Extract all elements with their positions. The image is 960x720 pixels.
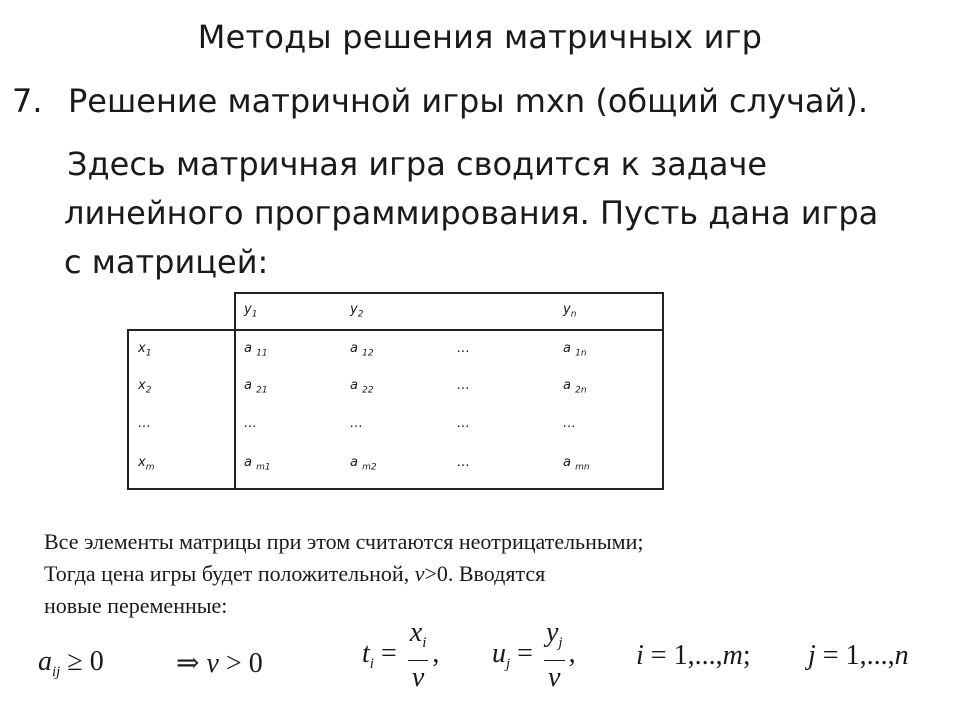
paragraph-line-3: с матрицей:: [64, 243, 269, 281]
cell-r3-c3: …: [457, 416, 470, 431]
row-label-x2: $x_2$: [138, 378, 152, 396]
cell-a22: a $_{22}$: [350, 378, 374, 396]
matrix-divider-horizontal: [127, 329, 662, 331]
col-header-yn: $y_n$: [563, 302, 577, 320]
formula-t-definition: $t_i$ = $\frac{x_i}{v}$ ,: [362, 617, 440, 693]
note-paragraph: [44, 526, 944, 622]
note-line-3: новые переменные:: [44, 593, 228, 618]
cell-r1-dots: …: [457, 341, 470, 356]
col-header-y2: $y_2$: [350, 302, 364, 320]
item-number: 7.: [12, 82, 43, 120]
formula-j-range: j = 1,...,n: [808, 640, 909, 671]
cell-a12: a $_{12}$: [350, 341, 374, 359]
cell-a21: a $_{21}$: [244, 378, 268, 396]
row-label-x1: $x_1$: [138, 341, 152, 359]
list-item-7: [12, 82, 868, 120]
item-text: Решение матричной игры mxn (общий случай).: [68, 82, 868, 120]
note-line-2: Тогда цена игры будет положительной, v>0. Вводятся: [44, 561, 546, 586]
cell-r3-c4: …: [563, 416, 576, 431]
note-line-1: Все элементы матрицы при этом считаются неотрицательными;: [44, 529, 644, 554]
cell-amn: a $_{mn}$: [563, 455, 590, 473]
cell-am2: a $_{m2}$: [350, 455, 377, 473]
cell-r3-c2: …: [350, 416, 363, 431]
cell-a2n: a $_{2n}$: [563, 378, 587, 396]
formula-u-definition: $u_j$ = $\frac{y_j}{v}$ ,: [492, 617, 576, 693]
formula-i-range: i = 1,...,m;: [636, 640, 751, 671]
matrix-header-border: [234, 292, 664, 331]
paragraph-line-2: линейного программирования. Пусть дана игра: [64, 194, 879, 232]
cell-am1: a $_{m1}$: [244, 455, 271, 473]
cell-a1n: a $_{1n}$: [563, 341, 587, 359]
matrix-divider-vertical: [234, 329, 236, 488]
col-header-y1: $y_1$: [244, 302, 258, 320]
payoff-matrix-table: [127, 292, 663, 488]
cell-rm-dots: …: [457, 455, 470, 470]
cell-r3-c1: …: [244, 416, 257, 431]
paragraph-line-1: Здесь матричная игра сводится к задаче: [67, 145, 768, 183]
intro-paragraph: [64, 140, 944, 287]
formula-implies-v-positive: ⇒ v > 0: [176, 648, 263, 679]
cell-r2-dots: …: [457, 378, 470, 393]
page-title: Методы решения матричных игр: [197, 18, 763, 56]
cell-a11: a $_{11}$: [244, 341, 268, 359]
row-label-dots: …: [138, 416, 151, 431]
formula-nonnegative: $a_{ij} \ge 0$: [38, 646, 104, 680]
row-label-xm: $x_m$: [138, 455, 155, 473]
